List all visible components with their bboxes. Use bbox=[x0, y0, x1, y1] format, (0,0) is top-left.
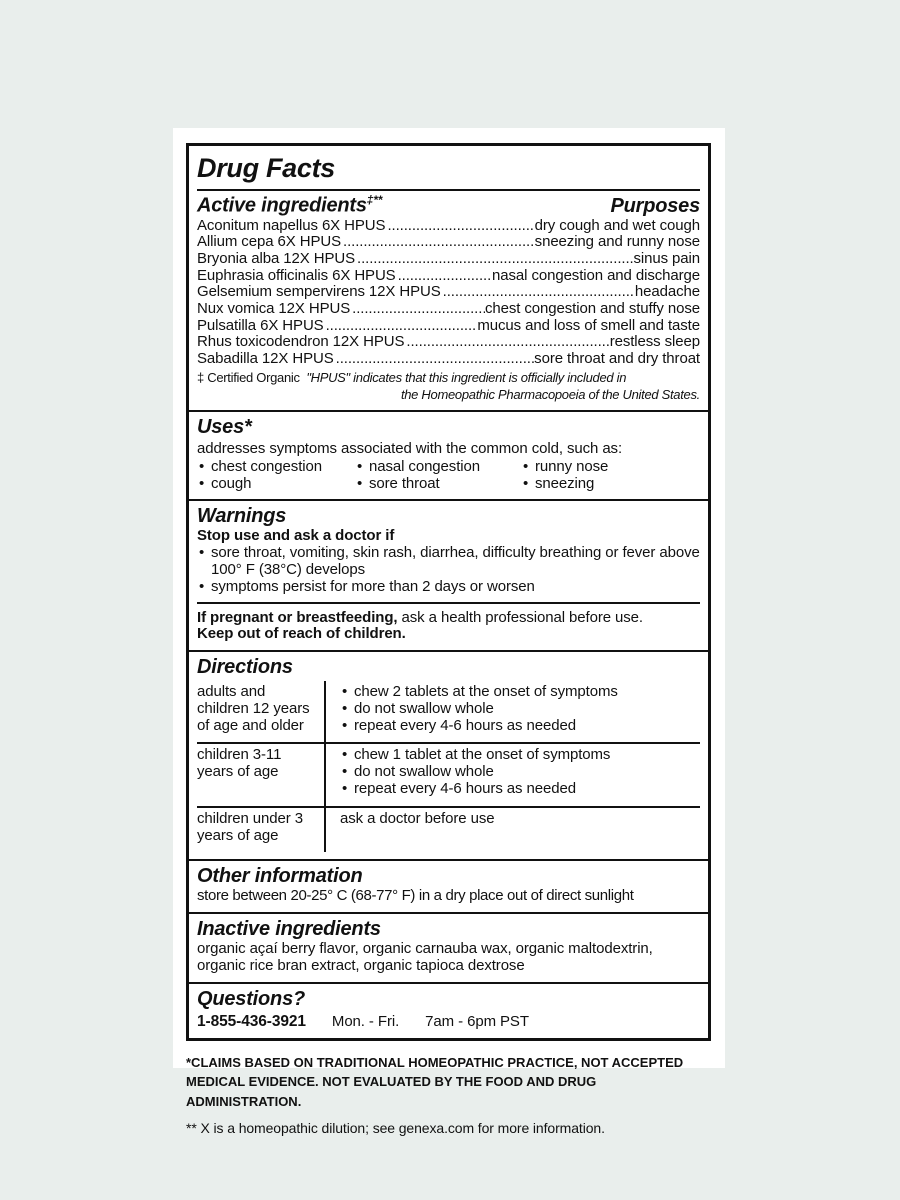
uses-heading: Uses* bbox=[197, 415, 252, 438]
directions-heading: Directions bbox=[197, 656, 293, 679]
ingredient-row bbox=[197, 318, 700, 335]
keep-out-warning: Keep out of reach of children. bbox=[197, 625, 406, 643]
pregnant-warning-bold: If pregnant or breastfeeding, bbox=[197, 608, 398, 626]
directions-row bbox=[197, 744, 700, 805]
direction-step: • chew 2 tablets at the onset of symptoms bbox=[340, 684, 700, 701]
purposes-heading: Purposes bbox=[610, 194, 700, 217]
direction-step: • repeat every 4-6 hours as needed bbox=[340, 781, 700, 798]
directions-row bbox=[197, 808, 700, 853]
drug-facts-title: Drug Facts bbox=[197, 153, 336, 183]
other-information-heading: Other information bbox=[197, 865, 363, 888]
title-rule bbox=[197, 189, 700, 191]
direction-step: • repeat every 4-6 hours as needed bbox=[340, 718, 700, 735]
directions-table bbox=[197, 681, 700, 852]
ingredient-row bbox=[197, 351, 700, 368]
direction-step: ask a doctor before use bbox=[340, 809, 495, 827]
dot-leader bbox=[350, 301, 485, 318]
dot-leader bbox=[324, 318, 478, 335]
inactive-ingredients-section bbox=[189, 912, 708, 982]
directions-instructions bbox=[321, 808, 700, 853]
ingredient-purpose: headache bbox=[634, 283, 700, 301]
uses-intro: addresses symptoms associated with the common cold, such as: bbox=[197, 439, 623, 457]
questions-section bbox=[189, 982, 708, 1038]
ingredient-name: Sabadilla 12X HPUS bbox=[197, 349, 334, 367]
pregnant-warning bbox=[197, 610, 700, 627]
ingredient-purpose: chest congestion and stuffy nose bbox=[484, 299, 700, 317]
dot-leader bbox=[334, 351, 535, 368]
directions-row bbox=[197, 681, 700, 742]
directions-instructions bbox=[321, 681, 700, 742]
drug-facts-label-card bbox=[173, 128, 725, 1137]
other-information-section bbox=[189, 859, 708, 912]
directions-age-group: children 3-11 years of age bbox=[197, 746, 282, 781]
drug-facts-box bbox=[186, 143, 711, 1041]
questions-heading: Questions? bbox=[197, 987, 306, 1010]
ingredient-name: Gelsemium sempervirens 12X HPUS bbox=[197, 283, 441, 301]
contact-hours: 7am - 6pm PST bbox=[425, 1012, 529, 1030]
ingredient-name: Rhus toxicodendron 12X HPUS bbox=[197, 333, 405, 351]
direction-step: • do not swallow whole bbox=[340, 701, 700, 718]
ingredient-purpose: sore throat and dry throat bbox=[534, 349, 700, 367]
dot-leader bbox=[441, 284, 635, 301]
phone-number: 1-855-436-3921 bbox=[197, 1012, 306, 1030]
active-ingredients-heading-sup: ‡** bbox=[366, 193, 383, 207]
ingredient-purpose: sneezing and runny nose bbox=[534, 233, 700, 251]
inactive-ingredients-heading: Inactive ingredients bbox=[197, 918, 381, 941]
directions-age-group: adults and children 12 years of age and older bbox=[197, 683, 310, 734]
uses-bullet: • nasal congestion bbox=[355, 459, 521, 476]
uses-bullet: • cough bbox=[197, 476, 355, 493]
warnings-heading: Warnings bbox=[197, 505, 287, 528]
dot-leader bbox=[341, 234, 535, 251]
uses-section bbox=[189, 410, 708, 499]
ingredient-purpose: nasal congestion and discharge bbox=[492, 266, 700, 284]
contact-days: Mon. - Fri. bbox=[331, 1012, 400, 1030]
ingredient-name: Euphrasia officinalis 6X HPUS bbox=[197, 266, 396, 284]
pregnant-warning-rest: ask a health professional before use. bbox=[397, 608, 643, 626]
active-ingredients-heading bbox=[197, 194, 382, 218]
storage-instructions: store between 20-25° C (68-77° F) in a dry place out of direct sunlight bbox=[197, 887, 634, 905]
uses-column-3 bbox=[521, 459, 700, 493]
dot-leader bbox=[396, 268, 492, 285]
dilution-note: ** X is a homeopathic dilution; see genexa.com for more information. bbox=[186, 1120, 605, 1137]
uses-bullet-columns bbox=[197, 459, 700, 493]
directions-age-group: children under 3 years of age bbox=[197, 809, 303, 844]
ingredient-purpose: sinus pain bbox=[633, 249, 700, 267]
ingredient-row bbox=[197, 334, 700, 351]
active-ingredients-heading-text: Active ingredients bbox=[197, 194, 367, 217]
warnings-divider bbox=[197, 602, 700, 604]
ingredient-purpose: mucus and loss of smell and taste bbox=[477, 316, 700, 334]
ingredient-row bbox=[197, 251, 700, 268]
hpus-footnote bbox=[197, 370, 700, 403]
ingredient-purpose: restless sleep bbox=[609, 333, 700, 351]
claims-disclaimer: *CLAIMS BASED ON TRADITIONAL HOMEOPATHIC PRACTICE, NOT ACCEPTED MEDICAL EVIDENCE. NOT EVALUATED BY THE FOOD AND DRUG ADMINISTRATION. bbox=[186, 1054, 684, 1109]
active-ingredients-header-row bbox=[197, 194, 700, 218]
uses-bullet: • sneezing bbox=[521, 476, 700, 493]
ingredient-name: Nux vomica 12X HPUS bbox=[197, 299, 351, 317]
uses-bullet: • runny nose bbox=[521, 459, 700, 476]
inactive-ingredients-list: organic açaí berry flavor, organic carnauba wax, organic maltodextrin, organic rice bran extract, organic tapioca dextrose bbox=[197, 940, 653, 975]
uses-bullet: • sore throat bbox=[355, 476, 521, 493]
uses-column-2 bbox=[355, 459, 521, 493]
direction-step: • do not swallow whole bbox=[340, 764, 700, 781]
direction-step: • chew 1 tablet at the onset of symptoms bbox=[340, 747, 700, 764]
ingredient-row bbox=[197, 284, 700, 301]
hpus-footnote-line2: the Homeopathic Pharmacopoeia of the United States. bbox=[400, 386, 700, 402]
active-ingredients-section bbox=[189, 194, 708, 410]
warning-bullet: • symptoms persist for more than 2 days or worsen bbox=[197, 579, 700, 596]
dot-leader bbox=[404, 334, 609, 351]
ingredient-name: Bryonia alba 12X HPUS bbox=[197, 249, 355, 267]
ingredient-name: Allium cepa 6X HPUS bbox=[197, 233, 341, 251]
warnings-subheading: Stop use and ask a doctor if bbox=[197, 527, 395, 545]
uses-column-1 bbox=[197, 459, 355, 493]
certified-organic-marker: ‡ Certified Organic bbox=[197, 370, 300, 386]
title-section bbox=[189, 146, 708, 194]
dot-leader bbox=[385, 218, 534, 235]
ingredient-name: Pulsatilla 6X HPUS bbox=[197, 316, 324, 334]
hpus-footnote-italic: "HPUS" indicates that this ingredient is officially included in bbox=[306, 370, 627, 386]
dot-leader bbox=[355, 251, 633, 268]
warnings-section bbox=[189, 499, 708, 650]
questions-contact-line bbox=[197, 1013, 700, 1031]
uses-bullet: • chest congestion bbox=[197, 459, 355, 476]
ingredient-row bbox=[197, 301, 700, 318]
ingredient-row bbox=[197, 268, 700, 285]
ingredient-row bbox=[197, 234, 700, 251]
hpus-footnote-line1 bbox=[197, 370, 700, 386]
directions-instructions bbox=[321, 744, 700, 805]
ingredient-purpose: dry cough and wet cough bbox=[534, 216, 700, 234]
ingredient-row bbox=[197, 218, 700, 235]
warning-bullet: • sore throat, vomiting, skin rash, diarrhea, difficulty breathing or fever above 100° F (38°C) develops bbox=[197, 545, 700, 579]
directions-section bbox=[189, 650, 708, 859]
ingredient-name: Aconitum napellus 6X HPUS bbox=[197, 216, 386, 234]
